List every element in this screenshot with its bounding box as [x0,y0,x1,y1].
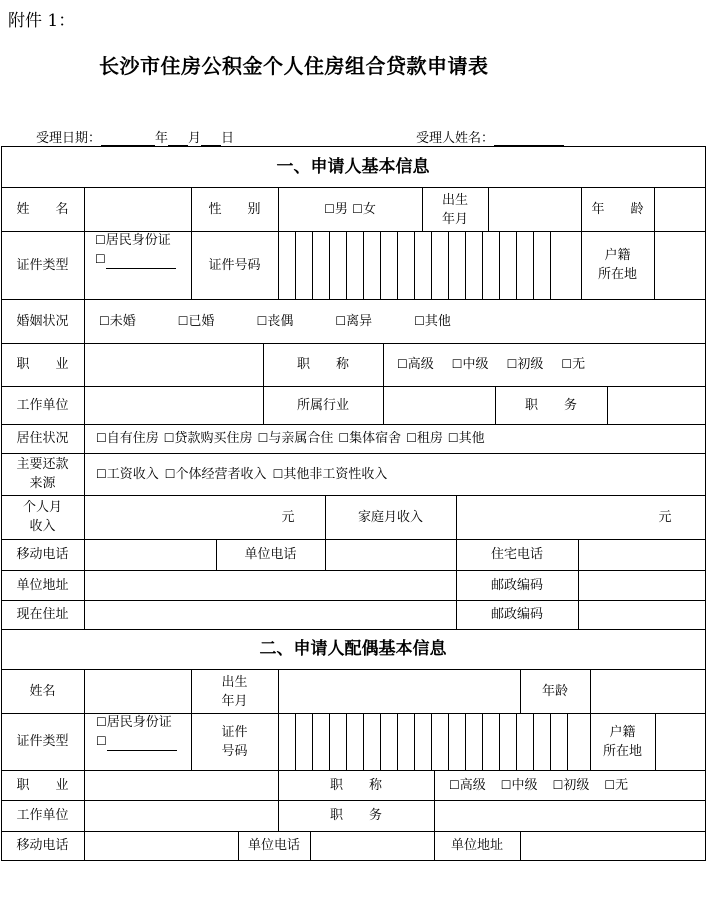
family-income-label: 家庭月收入 [357,509,423,525]
marital-options [99,299,699,343]
id-type-label: 证件类型 [16,257,69,273]
title-options [397,343,702,386]
grid-line [431,713,432,770]
checkbox-icon[interactable]: ☐ [163,431,175,445]
position-label: 职 务 [524,397,577,413]
repay-source-label [1,453,84,495]
employer-field[interactable] [84,386,263,424]
grid-line [516,231,517,299]
spouse-title-option-label: 无 [615,777,629,793]
checkbox-icon[interactable]: ☐ [96,466,107,481]
grid-line [456,495,457,539]
title-option-2[interactable] [507,355,544,374]
title-option-label: 中级 [462,357,489,372]
accept-date-label: 受理日期： [36,131,102,146]
postcode-field-2[interactable] [578,600,705,629]
postcode-label-2: 邮政编码 [490,607,543,622]
month-blank[interactable] [168,131,188,146]
spouse-title-option-0[interactable] [449,776,486,795]
home-phone-label: 住宅电话 [490,547,543,562]
repay-option-label: 个体经营者收入 [175,466,267,482]
spouse-birth-label [191,670,278,713]
grid-line [346,231,347,299]
spouse-resident-id-option: 居民身份证 [106,715,172,730]
spouse-name-field[interactable] [84,670,191,713]
grid-line [654,231,655,299]
page-title: 长沙市住房公积金个人住房组合贷款申请表 [99,54,489,78]
id-type-options [95,231,191,299]
checkbox-icon[interactable]: ☐ [177,313,189,328]
grid-line [516,713,517,770]
grid-line [533,713,534,770]
day-label: 日 [221,131,235,146]
grid-line [499,231,500,299]
checkbox-icon[interactable]: ☐ [447,431,459,445]
spouse-position-field[interactable] [434,800,705,831]
grid-line [705,146,706,860]
spouse-occupation-label: 职 业 [16,777,69,793]
birth-label [422,188,488,231]
grid-line [533,231,534,299]
residence-option-0[interactable] [96,429,159,448]
female-option: 女 [362,202,376,217]
checkbox-icon[interactable]: ☐ [451,357,463,371]
checkbox-icon[interactable]: ☐ [335,313,347,328]
spouse-age-field[interactable] [590,670,705,713]
spouse-mobile-field[interactable] [84,831,238,860]
checkbox-icon[interactable]: ☐ [449,777,460,792]
spouse-work-phone-label: 单位电话 [247,838,300,853]
spouse-title-option-1[interactable] [501,776,538,795]
title-option-label: 高级 [407,357,434,372]
grid-line [499,713,500,770]
checkbox-icon[interactable]: ☐ [95,252,106,266]
marital-option-label: 丧偶 [267,313,294,329]
spouse-id-number-label [191,713,278,770]
income-label-line1: 个人月 [22,500,62,515]
name-field[interactable] [84,188,191,231]
income-unit: 元 [281,509,295,525]
checkbox-icon[interactable]: ☐ [256,313,268,328]
checkbox-icon[interactable]: ☐ [506,357,518,371]
grid-line [465,713,466,770]
grid-line [414,713,415,770]
work-phone-label: 单位电话 [244,547,297,562]
acceptor-blank[interactable] [494,131,564,146]
grid-line [363,231,364,299]
mobile-label: 移动电话 [16,547,69,562]
marital-option-2[interactable] [257,312,294,331]
spouse-birth-field[interactable] [278,670,520,713]
title-label: 职 称 [296,357,349,372]
title-option-label: 无 [572,357,586,372]
occupation-label: 职 业 [16,357,69,372]
repay-label-line1: 主要还款 [16,457,69,472]
grid-line [465,231,466,299]
residence-option-label: 与亲属合住 [268,431,334,446]
grid-line [380,231,381,299]
postcode-field[interactable] [578,570,705,600]
checkbox-icon[interactable]: ☐ [96,715,107,729]
grid-line [434,770,435,800]
grid-line [278,231,279,299]
spouse-title-option-label: 中级 [511,777,538,793]
checkbox-icon[interactable]: ☐ [95,233,106,247]
residence-options [96,424,702,453]
grid-line [363,713,364,770]
attachment-label: 附件 1： [8,11,76,31]
spouse-id-line1: 证件 [221,724,248,740]
grid-line [1,860,706,861]
repay-option-label: 其他非工资性收入 [283,466,388,482]
checkbox-icon[interactable]: ☐ [352,202,363,216]
checkbox-icon[interactable]: ☐ [96,734,107,748]
checkbox-icon[interactable]: ☐ [561,357,573,371]
checkbox-icon[interactable]: ☐ [397,357,408,371]
other-id-blank[interactable] [106,254,176,269]
grid-line [397,231,398,299]
day-blank[interactable] [201,131,221,146]
residence-option-1[interactable] [164,429,253,448]
checkbox-icon[interactable]: ☐ [552,777,564,792]
income-label [1,495,84,539]
spouse-position-label: 职 务 [329,808,382,823]
grid-line [448,713,449,770]
repay-option-label: 工资收入 [106,466,159,482]
residence-option-4[interactable] [406,429,443,448]
spouse-work-address-field[interactable] [520,831,705,860]
checkbox-icon[interactable]: ☐ [96,431,107,445]
grid-line [346,713,347,770]
spouse-employer-label: 工作单位 [16,808,69,823]
birth-label-line1: 出生 [441,192,468,208]
name-label: 姓 名 [16,202,69,217]
industry-label: 所属行业 [296,397,349,413]
checkbox-icon[interactable]: ☐ [338,431,350,445]
section1-heading: 一、申请人基本信息 [276,156,430,177]
spouse-employer-field[interactable] [84,800,278,831]
repay-option-2[interactable] [273,465,388,484]
birth-field[interactable] [488,188,581,231]
grid-line [295,231,296,299]
marital-option-label: 已婚 [188,313,215,329]
spouse-mobile-label: 移动电话 [16,838,69,853]
checkbox-icon[interactable]: ☐ [406,431,417,445]
spouse-id-type-options [96,713,191,770]
spouse-birth-line1: 出生 [221,674,248,690]
occupation-field[interactable] [84,343,263,386]
household-label-line1: 户籍 [604,248,631,263]
spouse-title-options [449,770,704,800]
work-address-label: 单位地址 [16,577,69,593]
title-option-3[interactable] [561,355,585,374]
checkbox-icon[interactable]: ☐ [324,202,335,216]
grid-line [380,713,381,770]
spouse-title-option-3[interactable] [604,776,628,795]
spouse-title-option-2[interactable] [553,776,590,795]
spouse-title-label: 职 称 [329,777,382,793]
spouse-age-label: 年龄 [541,684,568,699]
marital-option-label: 其他 [424,313,451,329]
postcode-label: 邮政编码 [490,577,543,593]
year-blank[interactable] [101,131,155,146]
household-label [581,231,654,299]
income-label-line2: 收入 [29,519,56,534]
gender-label: 性 别 [208,202,261,217]
spouse-id-line2: 号码 [221,743,248,759]
grid-line [329,231,330,299]
spouse-work-address-label: 单位地址 [450,838,503,853]
checkbox-icon[interactable]: ☐ [257,431,269,445]
year-label: 年 [155,131,169,146]
grid-line [655,713,656,770]
residence-option-label: 自有住房 [106,431,159,446]
marital-label: 婚姻状况 [16,313,69,329]
residence-option-label: 租房 [416,431,443,446]
marital-option-1[interactable] [178,312,215,331]
repay-option-1[interactable] [165,465,267,484]
title-option-0[interactable] [397,355,434,374]
resident-id-option: 居民身份证 [105,233,171,248]
month-label: 月 [188,131,202,146]
gender-options [278,188,422,231]
repay-label-line2: 来源 [29,476,56,491]
current-address-field[interactable] [84,600,456,629]
residence-label: 居住状况 [16,431,69,446]
employer-label: 工作单位 [16,397,69,413]
grid-line [312,231,313,299]
grid-line [431,231,432,299]
household-label-line2: 所在地 [597,267,637,282]
checkbox-icon[interactable]: ☐ [164,466,176,481]
title-option-1[interactable] [452,355,489,374]
residence-option-3[interactable] [338,429,401,448]
grid-line [278,713,279,770]
repay-options [96,453,702,495]
section2-heading: 二、申请人配偶基本信息 [259,638,447,659]
mobile-field[interactable] [84,539,216,570]
residence-option-label: 其他 [458,431,485,446]
family-income-unit: 元 [658,509,672,525]
accept-date [36,127,234,146]
industry-field[interactable] [383,386,495,424]
title-option-label: 初级 [517,357,544,372]
spouse-household-label [590,713,655,770]
repay-option-0[interactable] [96,465,159,484]
residence-option-label: 集体宿舍 [349,431,402,446]
marital-option-3[interactable] [335,312,372,331]
spouse-title-option-label: 初级 [563,777,590,793]
spouse-name-label: 姓名 [29,684,56,699]
marital-option-0[interactable] [99,312,136,331]
birth-label-line2: 年月 [441,211,468,227]
work-phone-field[interactable] [325,539,456,570]
residence-option-5[interactable] [448,429,485,448]
grid-line [550,713,551,770]
spouse-other-id-blank[interactable] [107,736,177,751]
spouse-household-line1: 户籍 [609,724,636,740]
residence-option-2[interactable] [258,429,334,448]
marital-option-label: 未婚 [109,313,136,329]
grid-line [482,713,483,770]
grid-line [329,713,330,770]
male-option: 男 [334,202,348,217]
spouse-id-type-label: 证件类型 [16,734,69,749]
checkbox-icon[interactable]: ☐ [99,313,110,328]
id-number-label: 证件号码 [208,257,261,273]
grid-line [312,713,313,770]
residence-option-label: 贷款购买住房 [174,431,253,446]
age-field[interactable] [654,188,705,231]
current-address-label: 现在住址 [16,607,69,622]
checkbox-icon[interactable]: ☐ [414,313,425,328]
marital-option-label: 离异 [346,313,373,329]
checkbox-icon[interactable]: ☐ [604,777,616,792]
grid-line [567,713,568,770]
spouse-household-line2: 所在地 [602,743,642,759]
grid-line [482,231,483,299]
marital-option-4[interactable] [414,312,451,331]
home-phone-field[interactable] [578,539,705,570]
grid-line [414,231,415,299]
acceptor [416,127,564,146]
acceptor-label: 受理人姓名： [416,131,495,146]
spouse-work-phone-field[interactable] [310,831,434,860]
grid-line [295,713,296,770]
spouse-title-option-label: 高级 [459,777,486,793]
grid-line [550,231,551,299]
spouse-occupation-field[interactable] [84,770,278,800]
checkbox-icon[interactable]: ☐ [500,777,512,792]
grid-line [397,713,398,770]
spouse-birth-line2: 年月 [221,693,248,709]
work-address-field[interactable] [84,570,456,600]
position-field[interactable] [607,386,705,424]
age-label: 年 龄 [591,202,644,217]
grid-line [448,231,449,299]
grid-line [383,343,384,386]
checkbox-icon[interactable]: ☐ [272,466,284,481]
